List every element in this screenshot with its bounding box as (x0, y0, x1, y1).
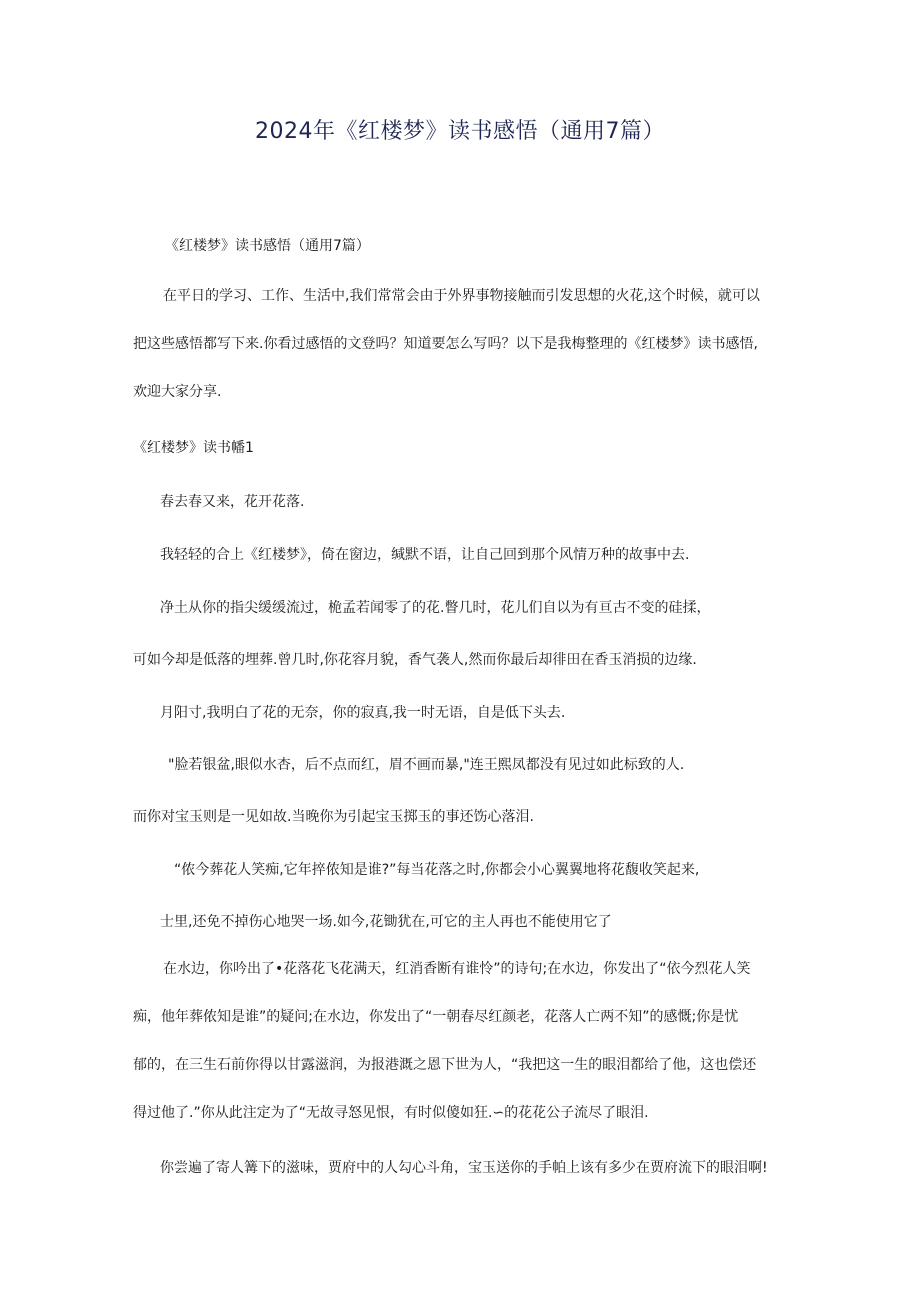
body-line-3: 净土从你的指尖缓缓流过，桅孟若闻零了的花.瞥几时，花儿们自以为有亘古不变的硅揉， (160, 600, 711, 616)
section-heading: 《红楼梦》读书幡1 (133, 440, 254, 456)
body-line-13: 得过他了.”你从此注定为了“无故寻怒见恨，有时似傻如狂.∽的花花公子流尽了眼泪. (133, 1105, 649, 1121)
body-line-2: 我轻轻的合上《红楼梦》，倚在窗边，缄默不语，让自己回到那个风情万种的故事中去. (160, 547, 690, 563)
body-line-6: "脸若银盆,眼似水杏，后不点而红，眉不画而暴,"连王熙凤都没有见过如此标致的人. (168, 757, 685, 773)
body-line-10: 在水边，你吟出了•花落花飞花满天，红消香断有谁怜”的诗句;在水边，你发出了“依今烈花人笑 (163, 961, 751, 977)
document-title: 2024年《红楼梦》读书感悟（通用7篇） (255, 119, 665, 144)
body-line-11: 痴，他年葬侬知是谁”的疑问;在水边，你发出了“一朝春尽红颜老，花落人亡两不知”的感慨;你是忧 (133, 1009, 739, 1025)
intro-line-3: 欢迎大家分享. (133, 384, 222, 400)
body-line-9: 士里,还免不掉伤心地哭一场.如今,花锄犹在,可它的主人再也不能使用它了 (160, 914, 612, 930)
body-line-4: 可如今却是低落的埋葬.曾几时,你花容月貌，香气袭人,然而你最后却徘田在香玉消损的边缘. (133, 652, 697, 668)
body-line-14: 你尝遍了寄人篝下的滋味，贾府中的人勾心斗角，宝玉送你的手帕上该有多少在贾府流下的眼泪啊! (160, 1160, 768, 1176)
intro-line-2: 把这些感悟都写下来.你看过感悟的文登吗？知道要怎么写吗？以下是我梅整理的《红楼梦》读书感悟, (133, 336, 758, 352)
body-line-12: 郁的，在三生石前你得以甘露滋润，为报港溉之恩下世为人，“我把这一生的眼泪都给了他，这也偿还 (133, 1057, 757, 1073)
body-line-7: 而你对宝玉则是一见如故.当晚你为引起宝玉掷玉的事还饬心落泪. (133, 809, 534, 825)
intro-line-1: 在平日的学习、工作、生活中,我们常常会由于外界事物接触而引发思想的火花,这个时候，就可以 (163, 288, 760, 304)
body-line-5: 月阳寸,我明白了花的无奈，你的寂真,我一时无语，自是低下头去. (160, 705, 566, 721)
body-line-8: “侬今葬花人笑痴,它年捽侬知是谁?”每当花落之时,你都会小心翼翼地将花馥收笑起来, (174, 862, 700, 878)
body-line-1: 春去春又来，花开花落. (160, 494, 305, 510)
document-subtitle: 《红楼梦》读书感悟（通用7篇） (165, 238, 370, 254)
